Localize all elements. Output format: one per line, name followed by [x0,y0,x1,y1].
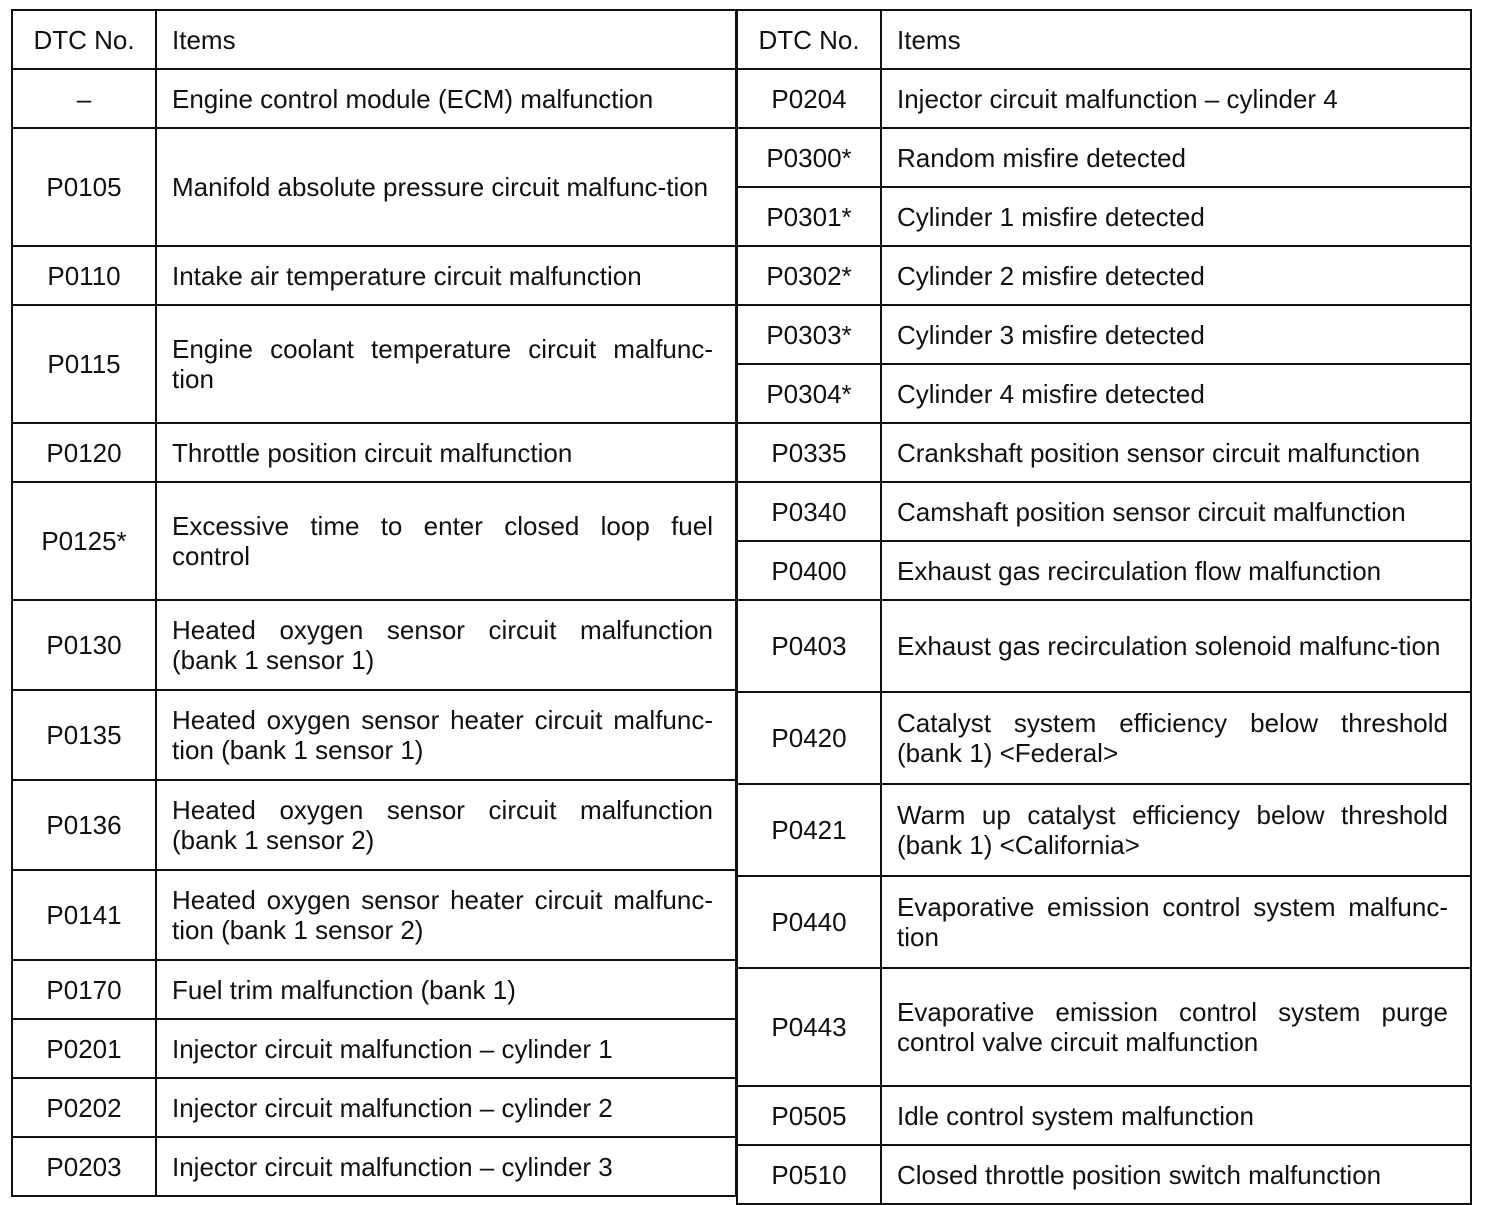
dtc-table-right [736,9,1472,1205]
table-row [737,1086,1471,1145]
dtc-item: Cylinder 3 misfire detected [881,305,1471,364]
dtc-item: Cylinder 4 misfire detected [881,364,1471,423]
dtc-code: P0105 [12,128,156,246]
dtc-item: Catalyst system efficiency below threshold (bank 1) <Federal> [881,692,1471,784]
header-row [737,10,1471,69]
table-row [12,423,736,482]
header-items: Items [156,10,736,69]
dtc-code: P0141 [12,870,156,960]
table-row [12,600,736,690]
dtc-code: P0125* [12,482,156,600]
dtc-item: Evaporative emission control system purge control valve circuit malfunction [881,968,1471,1086]
dtc-code: P0201 [12,1019,156,1078]
dtc-item: Random misfire detected [881,128,1471,187]
dtc-item: Manifold absolute pressure circuit malfunc-tion [156,128,736,246]
dtc-item: Engine coolant temperature circuit malfunc-tion [156,305,736,423]
dtc-item: Evaporative emission control system malfunc-tion [881,876,1471,968]
dtc-code: P0115 [12,305,156,423]
table-row [737,305,1471,364]
dtc-code: P0130 [12,600,156,690]
table-row [12,1078,736,1137]
dtc-item: Heated oxygen sensor heater circuit malfunc-tion (bank 1 sensor 2) [156,870,736,960]
header-row [12,10,736,69]
table-row [12,305,736,423]
dtc-code: P0203 [12,1137,156,1196]
header-dtc-no: DTC No. [12,10,156,69]
table-row [12,690,736,780]
table-row [737,541,1471,600]
dtc-code: P0420 [737,692,881,784]
dtc-item: Camshaft position sensor circuit malfunction [881,482,1471,541]
dtc-item: Cylinder 2 misfire detected [881,246,1471,305]
dtc-code: P0170 [12,960,156,1019]
dtc-code: P0505 [737,1086,881,1145]
table-row [12,870,736,960]
dtc-item: Crankshaft position sensor circuit malfunction [881,423,1471,482]
table-row [12,482,736,600]
dtc-code: P0400 [737,541,881,600]
header-items: Items [881,10,1471,69]
dtc-item: Heated oxygen sensor heater circuit malfunc-tion (bank 1 sensor 1) [156,690,736,780]
table-row [737,1145,1471,1204]
dtc-code: P0202 [12,1078,156,1137]
dtc-item: Heated oxygen sensor circuit malfunction (bank 1 sensor 2) [156,780,736,870]
table-row [737,968,1471,1086]
table-row [737,876,1471,968]
dtc-code: P0443 [737,968,881,1086]
table-row [12,960,736,1019]
dtc-item: Throttle position circuit malfunction [156,423,736,482]
table-row [12,69,736,128]
dtc-item: Exhaust gas recirculation solenoid malfunc-tion [881,600,1471,692]
dtc-code: P0135 [12,690,156,780]
table-row [12,1019,736,1078]
dtc-code: P0110 [12,246,156,305]
dtc-code: P0303* [737,305,881,364]
dtc-item: Cylinder 1 misfire detected [881,187,1471,246]
table-row [12,128,736,246]
dtc-item: Heated oxygen sensor circuit malfunction (bank 1 sensor 1) [156,600,736,690]
table-row [12,246,736,305]
dtc-code: P0300* [737,128,881,187]
table-row [737,600,1471,692]
table-row [737,364,1471,423]
table-row [737,69,1471,128]
dtc-item: Idle control system malfunction [881,1086,1471,1145]
dtc-code: P0335 [737,423,881,482]
dtc-item: Fuel trim malfunction (bank 1) [156,960,736,1019]
dtc-code: – [12,69,156,128]
dtc-item: Warm up catalyst efficiency below threshold (bank 1) <California> [881,784,1471,876]
dtc-code: P0421 [737,784,881,876]
dtc-code: P0304* [737,364,881,423]
table-row [737,482,1471,541]
dtc-item: Injector circuit malfunction – cylinder 3 [156,1137,736,1196]
dtc-item: Injector circuit malfunction – cylinder 4 [881,69,1471,128]
dtc-code: P0340 [737,482,881,541]
dtc-item: Closed throttle position switch malfunction [881,1145,1471,1204]
table-row [737,246,1471,305]
dtc-code: P0120 [12,423,156,482]
dtc-code: P0440 [737,876,881,968]
dtc-code: P0204 [737,69,881,128]
dtc-item: Exhaust gas recirculation flow malfunction [881,541,1471,600]
dtc-item: Injector circuit malfunction – cylinder 1 [156,1019,736,1078]
table-row [737,187,1471,246]
table-row [12,1137,736,1196]
table-row [737,784,1471,876]
dtc-code: P0301* [737,187,881,246]
table-row [737,128,1471,187]
table-row [737,692,1471,784]
dtc-item: Intake air temperature circuit malfunction [156,246,736,305]
header-dtc-no: DTC No. [737,10,881,69]
dtc-table-left [11,9,737,1197]
dtc-item: Injector circuit malfunction – cylinder 2 [156,1078,736,1137]
dtc-code: P0510 [737,1145,881,1204]
dtc-code: P0136 [12,780,156,870]
table-row [12,780,736,870]
dtc-item: Engine control module (ECM) malfunction [156,69,736,128]
table-row [737,423,1471,482]
dtc-item: Excessive time to enter closed loop fuel control [156,482,736,600]
dtc-code: P0302* [737,246,881,305]
dtc-code: P0403 [737,600,881,692]
